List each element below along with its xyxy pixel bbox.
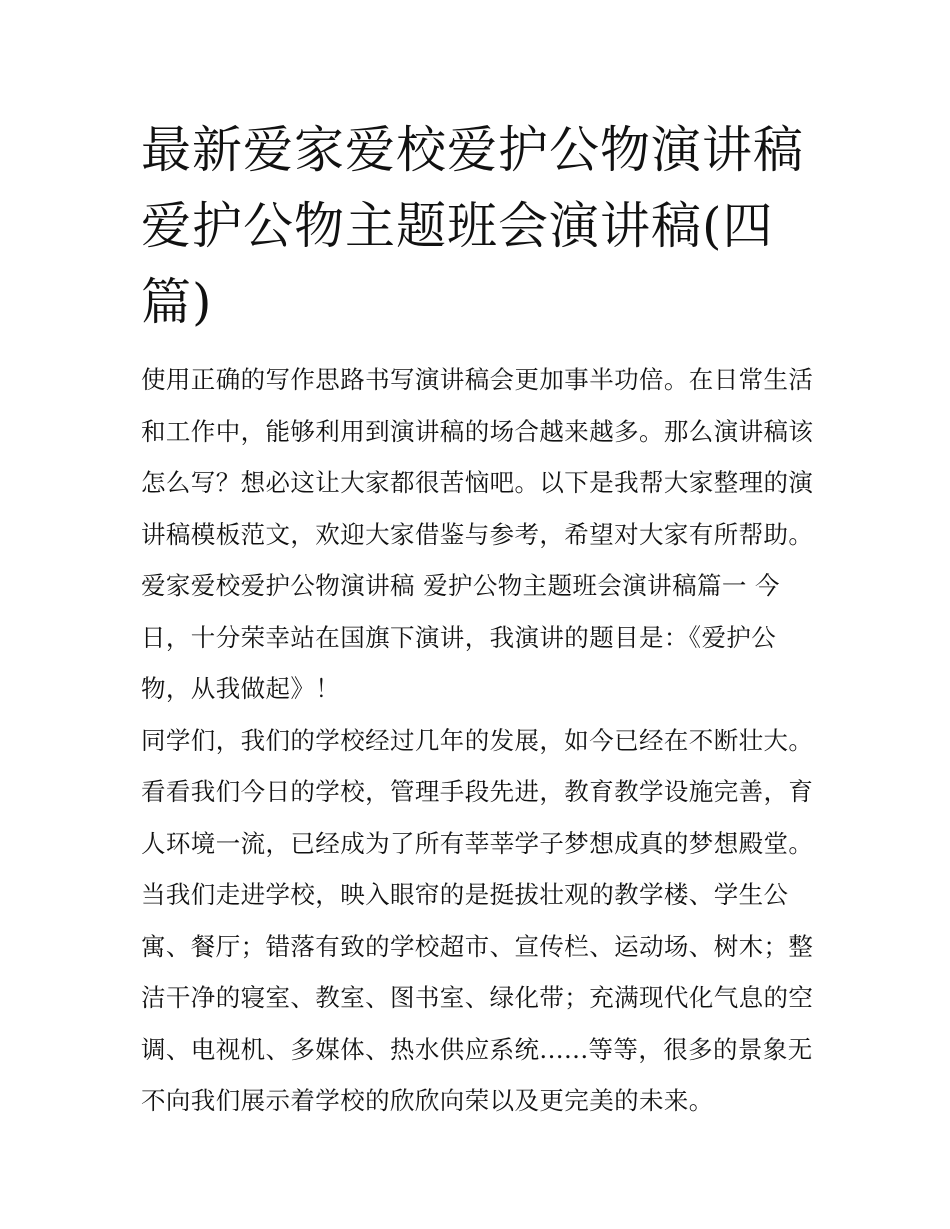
title-line-2: 爱护公物主题班会演讲稿(四: [141, 197, 774, 255]
body-line: 使用正确的写作思路书写演讲稿会更加事半功倍。在日常生活: [141, 365, 814, 394]
body-line: 和工作中，能够利用到演讲稿的场合越来越多。那么演讲稿该: [141, 416, 814, 446]
body-line: 寓、餐厅；错落有致的学校超市、宣传栏、运动场、树木；整: [141, 931, 814, 961]
body-line: 看看我们今日的学校，管理手段先进，教育教学设施完善，育: [141, 777, 814, 806]
document-title: [141, 112, 821, 340]
body-line: 当我们走进学校，映入眼帘的是挺拔壮观的教学楼、学生公: [141, 880, 789, 909]
document-body: [141, 354, 821, 1127]
body-line: 讲稿模板范文，欢迎大家借鉴与参考，希望对大家有所帮助。: [141, 519, 814, 549]
title-line-3: 篇): [141, 273, 213, 331]
body-line: 人环境一流，已经成为了所有莘莘学子梦想成真的梦想殿堂。: [141, 828, 814, 858]
body-line: 同学们，我们的学校经过几年的发展，如今已经在不断壮大。: [141, 725, 814, 755]
body-line: 怎么写？想必这让大家都很苦恼吧。以下是我帮大家整理的演: [141, 468, 814, 497]
body-line: 日，十分荣幸站在国旗下演讲，我演讲的题目是：《爱护公: [141, 622, 777, 652]
body-line: 洁干净的寝室、教室、图书室、绿化带；充满现代化气息的空: [141, 983, 814, 1012]
body-line: 物，从我做起》！: [141, 674, 341, 703]
body-line: 不向我们展示着学校的欣欣向荣以及更完美的未来。: [141, 1086, 714, 1115]
body-line: 调、电视机、多媒体、热水供应系统......等等，很多的景象无: [141, 1034, 813, 1064]
title-line-1: 最新爱家爱校爱护公物演讲稿: [141, 121, 804, 179]
body-line: 爱家爱校爱护公物演讲稿 爱护公物主题班会演讲稿篇一 今: [141, 571, 780, 600]
